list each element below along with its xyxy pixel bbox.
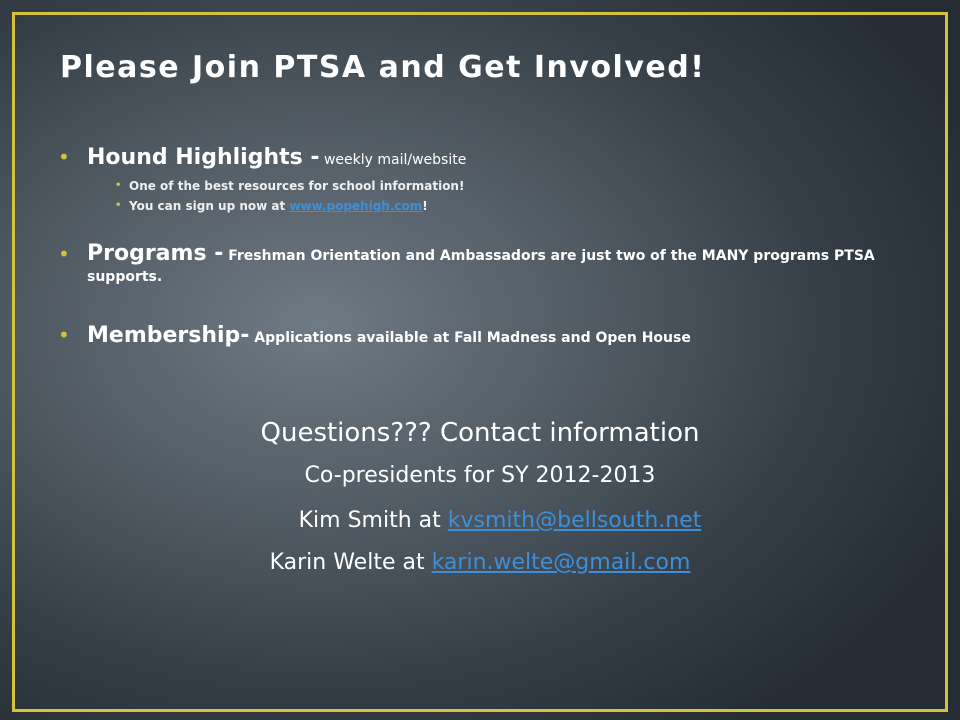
- sub-bullet-resources: [58, 178, 898, 194]
- bullet-description: Freshman Orientation and Ambassadors are just two of the MANY programs PTSA supports.: [87, 248, 875, 285]
- website-link[interactable]: www.popehigh.com: [289, 199, 423, 213]
- contact-name: Karin Welte at: [269, 550, 432, 575]
- questions-heading: Questions??? Contact information: [260, 418, 700, 448]
- bullet-dot-icon: •: [58, 242, 70, 266]
- bullet-hound-highlights: [58, 145, 898, 170]
- bullet-list: [58, 145, 898, 348]
- bullet-membership: [58, 323, 898, 348]
- bullet-heading: Programs -: [87, 241, 224, 266]
- sub-bullet-suffix: !: [422, 199, 428, 213]
- sub-bullet-dot-icon: •: [115, 200, 122, 211]
- email-link-karin-welte[interactable]: karin.welte@gmail.com: [431, 550, 691, 575]
- bullet-description: Applications available at Fall Madness and Open House: [249, 330, 691, 346]
- email-link-kvsmith[interactable]: kvsmith@bellsouth.net: [447, 508, 702, 533]
- copresidents-line: Co-presidents for SY 2012-2013: [304, 463, 656, 488]
- sub-bullet-signup: [58, 198, 898, 214]
- slide-border: [12, 12, 948, 712]
- contact-karin-welte: [0, 550, 960, 575]
- bullet-dot-icon: •: [58, 323, 70, 347]
- contact-name: Kim Smith at: [298, 508, 448, 533]
- slide-title: Please Join PTSA and Get Involved!: [60, 50, 706, 85]
- sub-bullet-prefix: You can sign up now at: [129, 199, 290, 213]
- bullet-dot-icon: •: [58, 145, 70, 169]
- bullet-description: weekly mail/website: [319, 152, 467, 168]
- bullet-heading: Hound Highlights -: [87, 145, 320, 170]
- bullet-heading: Membership-: [87, 323, 250, 348]
- sub-bullet-text: One of the best resources for school information!: [129, 179, 465, 193]
- sub-bullet-dot-icon: •: [115, 180, 122, 191]
- contact-kim-smith: [0, 508, 960, 533]
- bullet-programs: [58, 241, 898, 287]
